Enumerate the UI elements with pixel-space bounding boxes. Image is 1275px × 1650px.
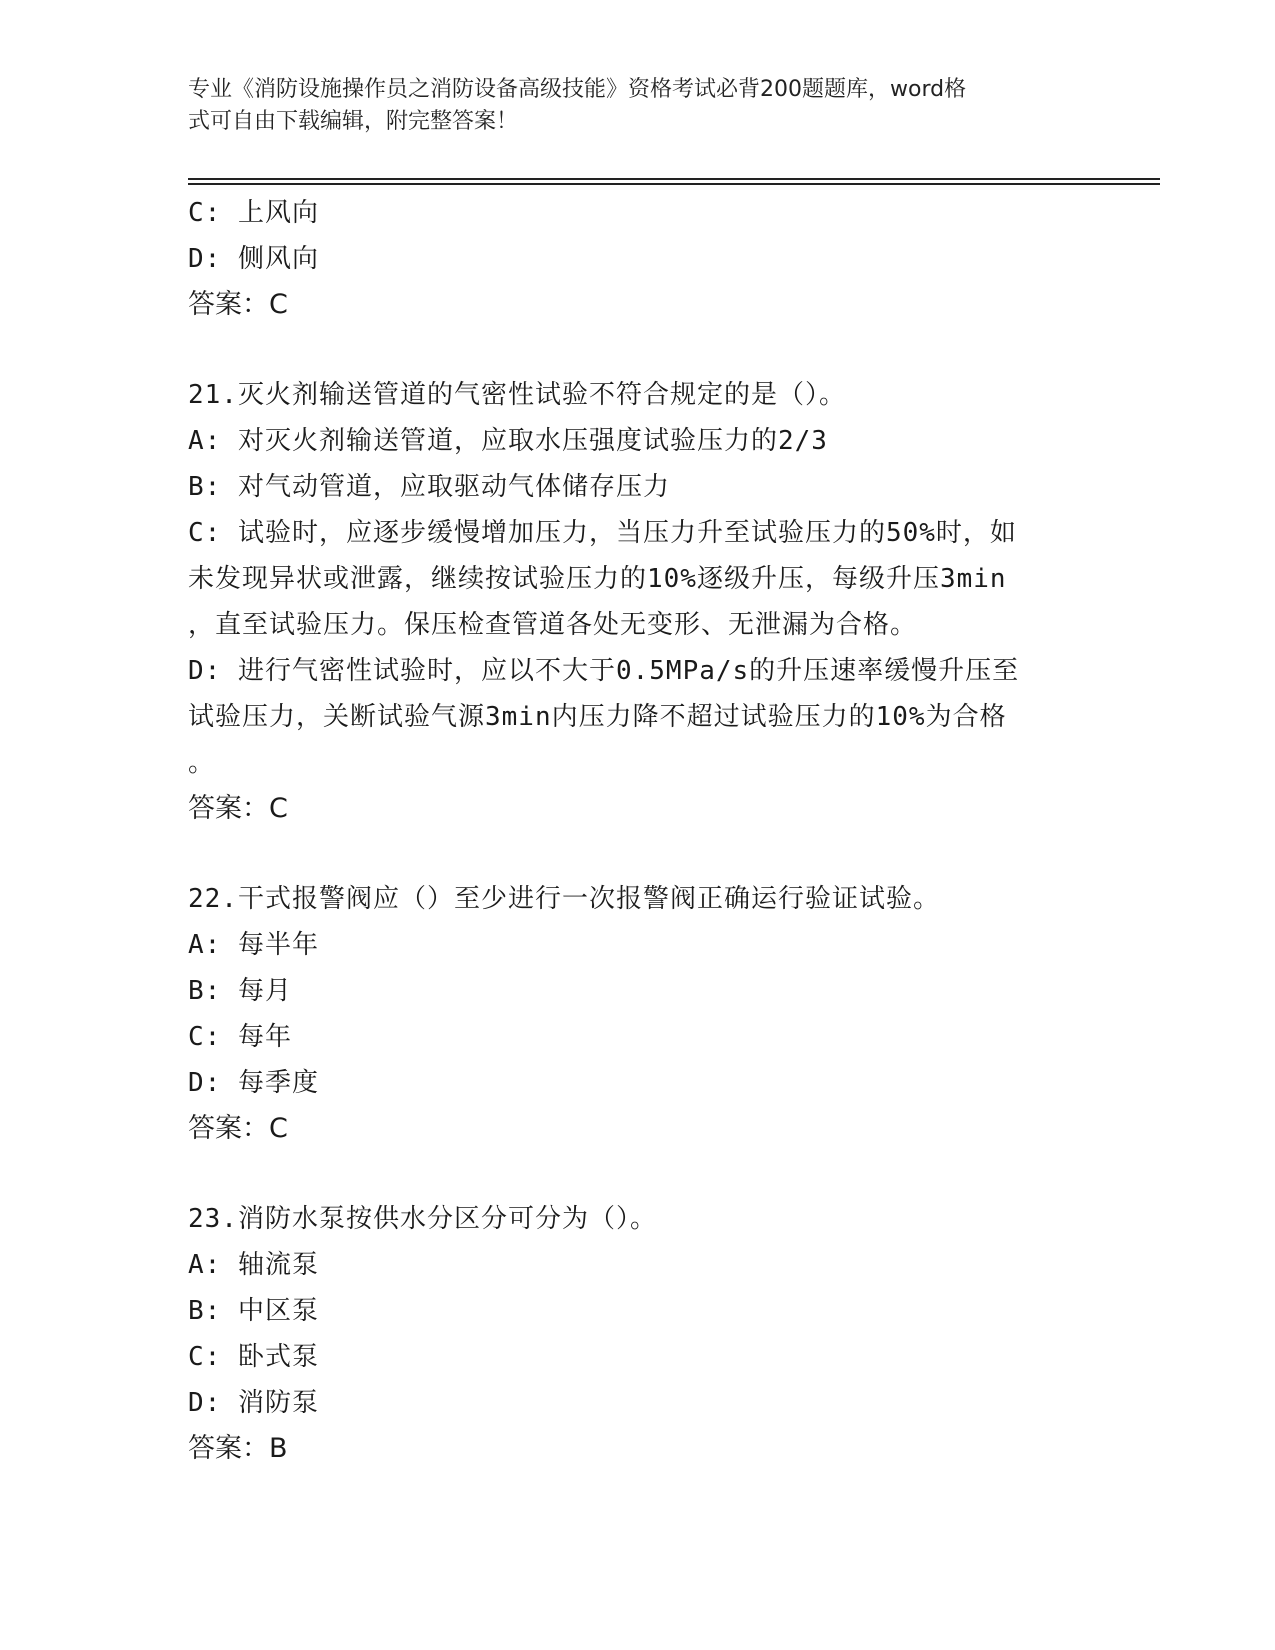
option-a: A: 轴流泵 <box>188 1250 319 1280</box>
header-divider-bottom <box>188 183 1160 185</box>
answer-line: 答案：C <box>188 793 288 824</box>
option-c: C: 试验时，应逐步缓慢增加压力，当压力升至试验压力的50%时，如 <box>188 518 1017 548</box>
option-c-cont-2: ，直至试验压力。保压检查管道各处无变形、无泄漏为合格。 <box>188 610 918 640</box>
option-d: D: 进行气密性试验时，应以不大于0.5MPa/s的升压速率缓慢升压至 <box>188 656 1020 686</box>
header-line-2: 式可自由下载编辑，附完整答案！ <box>188 109 519 134</box>
document-header <box>188 74 1068 138</box>
spacer <box>188 832 1088 876</box>
answer-line: 答案：C <box>188 289 288 320</box>
question-list <box>188 190 1088 1472</box>
option-d: D: 侧风向 <box>188 244 319 274</box>
question-22 <box>188 876 1088 1152</box>
question-21 <box>188 372 1088 832</box>
option-d: D: 每季度 <box>188 1068 319 1098</box>
option-b: B: 对气动管道，应取驱动气体储存压力 <box>188 472 670 502</box>
option-c-cont-1: 未发现异状或泄露，继续按试验压力的10%逐级升压，每级升压3min <box>188 564 1007 594</box>
header-divider-top <box>188 178 1160 180</box>
option-d-cont-1: 试验压力，关断试验气源3min内压力降不超过试验压力的10%为合格 <box>188 702 1007 732</box>
question-stem: 23.消防水泵按供水分区分可分为（）。 <box>188 1204 657 1234</box>
option-b: B: 每月 <box>188 976 292 1006</box>
spacer <box>188 1152 1088 1196</box>
option-d-cont-2: 。 <box>188 748 216 778</box>
option-c: C: 上风向 <box>188 198 319 228</box>
question-stem: 22.干式报警阀应（）至少进行一次报警阀正确运行验证试验。 <box>188 884 940 914</box>
option-d: D: 消防泵 <box>188 1388 319 1418</box>
question-stem: 21.灭火剂输送管道的气密性试验不符合规定的是（）。 <box>188 380 846 410</box>
option-c: C: 每年 <box>188 1022 292 1052</box>
option-a: A: 对灭火剂输送管道，应取水压强度试验压力的2/3 <box>188 426 828 456</box>
question-23 <box>188 1196 1088 1472</box>
answer-line: 答案：C <box>188 1113 288 1144</box>
answer-line: 答案：B <box>188 1433 288 1464</box>
option-b: B: 中区泵 <box>188 1296 319 1326</box>
option-c: C: 卧式泵 <box>188 1342 319 1372</box>
spacer <box>188 328 1088 372</box>
option-a: A: 每半年 <box>188 930 319 960</box>
header-line-1: 专业《消防设施操作员之消防设备高级技能》资格考试必背200题题库，word格 <box>188 77 967 102</box>
question-20-continuation <box>188 190 1088 328</box>
